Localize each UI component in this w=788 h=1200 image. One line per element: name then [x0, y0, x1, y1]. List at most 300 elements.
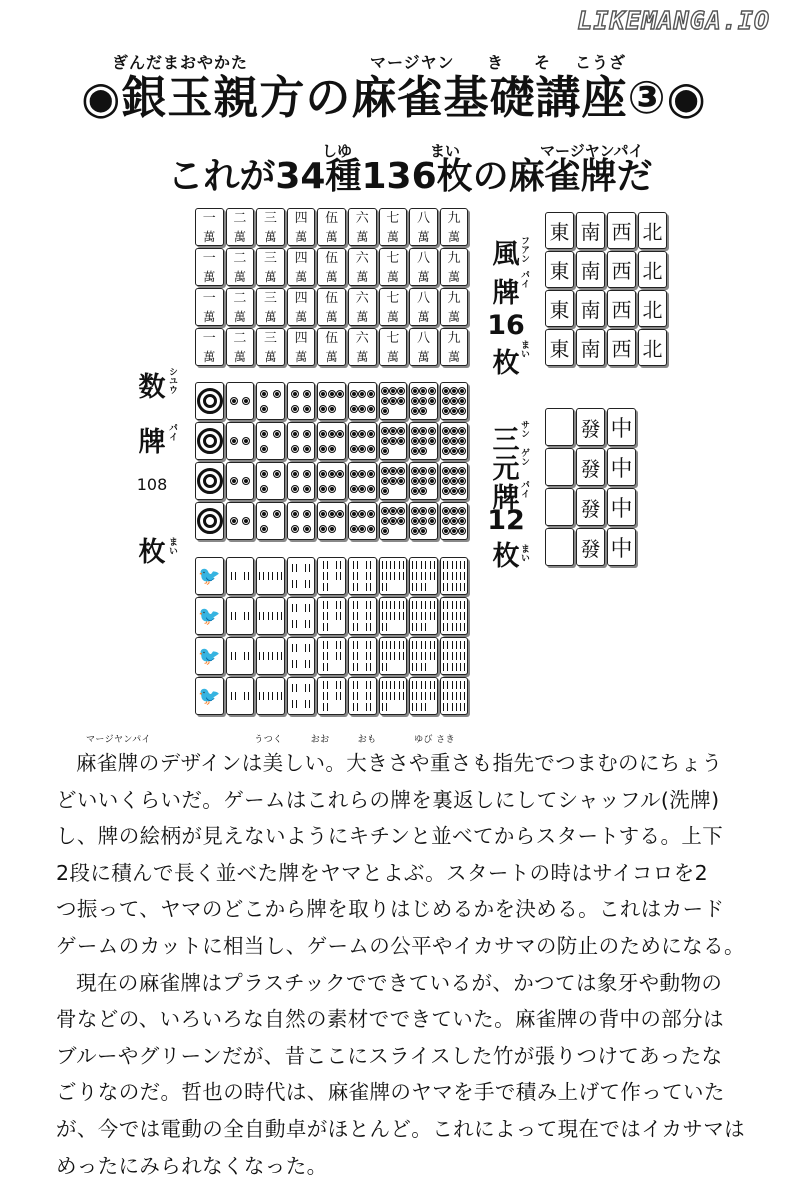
bamboo-stick: [353, 663, 358, 671]
dragon-tile: [545, 408, 574, 446]
bamboo-stick: [382, 601, 387, 609]
bamboo-stick: [421, 681, 426, 689]
manzu-tile: [317, 328, 346, 366]
manzu-tile: [440, 328, 469, 366]
bamboo-stick: [323, 561, 328, 569]
pinzu-dot: [381, 397, 389, 405]
manzu-suit: 萬: [295, 349, 308, 364]
bamboo-stick: [353, 561, 358, 569]
manzu-tile: [226, 208, 255, 246]
bamboo-stick: [452, 681, 457, 689]
dragon-character: 發: [580, 496, 601, 521]
bamboo-stick: [452, 612, 457, 620]
pinzu-dot: [419, 477, 427, 485]
wind-tile: [576, 329, 605, 366]
souzu-tile-1: [195, 597, 224, 635]
manzu-suit: 萬: [448, 309, 461, 324]
wind-tile: [638, 212, 667, 249]
bamboo-stick: [366, 692, 371, 700]
dragon-tile: [545, 528, 574, 566]
bamboo-stick: [353, 612, 358, 620]
bamboo-stick: [323, 612, 328, 620]
souzu-tile-9: [440, 557, 469, 595]
souzu-tile-8: [409, 557, 438, 595]
pinzu-dot: [242, 397, 250, 405]
pinzu-tile-2: [226, 462, 255, 500]
wind-tile: [607, 251, 636, 288]
pinzu-dot: [367, 430, 375, 438]
pinzu-dot: [458, 397, 466, 405]
bamboo-stick: [336, 681, 341, 689]
souzu-tile-grid: [195, 557, 468, 715]
bamboo-stick: [460, 692, 465, 700]
bamboo-stick: [292, 660, 297, 668]
wind-tile: [607, 212, 636, 249]
pinzu-dot: [319, 405, 327, 413]
manzu-number: 一: [202, 290, 216, 306]
souzu-tile-6: [348, 597, 377, 635]
bamboo-stick: [412, 641, 417, 649]
manzu-tile: [409, 328, 438, 366]
bamboo-stick: [430, 641, 435, 649]
souzu-tile-4: [287, 637, 316, 675]
souzu-tile-6: [348, 637, 377, 675]
manzu-number: 三: [263, 250, 277, 266]
manzu-number: 四: [294, 290, 308, 306]
manzu-suit: 萬: [203, 229, 216, 244]
souzu-sticks: [319, 560, 345, 592]
pinzu-dot: [428, 437, 436, 445]
pinzu-dot: [230, 397, 238, 405]
pinzu-dot: [397, 477, 405, 485]
manzu-tile: [409, 288, 438, 326]
pinzu-dot: [442, 467, 450, 475]
bamboo-stick: [443, 641, 448, 649]
pinzu-tile-3: [256, 462, 285, 500]
pinzu-dot: [450, 407, 458, 415]
dragon-tile: [607, 488, 636, 526]
pinzu-dot: [260, 485, 268, 493]
manzu-number: 九: [447, 290, 461, 306]
title-ruby-ginda: ぎんだまおやかた: [112, 53, 249, 72]
bamboo-stick: [305, 660, 310, 668]
manzu-number: 伍: [325, 250, 339, 266]
souzu-sticks: [319, 640, 345, 672]
pinzu-tile-9: [440, 462, 469, 500]
manzu-number: 四: [294, 330, 308, 346]
pinzu-tile-8: [409, 502, 438, 540]
pinzu-dot: [319, 525, 327, 533]
label-san-ruby-2: ゲン: [519, 448, 529, 466]
souzu-sticks: [227, 600, 253, 632]
bamboo-stick: [430, 601, 435, 609]
manzu-tile: [317, 208, 346, 246]
pinzu-dot: [450, 517, 458, 525]
bamboo-stick: [292, 620, 297, 628]
pinzu-dots: [319, 506, 344, 536]
pinzu-dot: [442, 397, 450, 405]
manzu-number: 二: [233, 330, 247, 346]
label-sangen-pai: [486, 418, 529, 572]
bird-icon: 🐦: [198, 605, 221, 627]
bamboo-stick: [366, 623, 371, 631]
pinzu-dot: [397, 437, 405, 445]
pinzu-dot: [336, 430, 344, 438]
souzu-sticks: [288, 600, 314, 632]
pinzu-dot: [367, 405, 375, 413]
pinzu-dot: [381, 527, 389, 535]
pinzu-dot: [381, 487, 389, 495]
pinzu-dot: [358, 390, 366, 398]
wind-character: 南: [580, 220, 601, 244]
label-shu-ruby-1: シユウ: [167, 367, 177, 394]
pinzu-tile-9: [440, 422, 469, 460]
souzu-tile-7: [379, 597, 408, 635]
pinzu-dot: [389, 437, 397, 445]
wind-character: 南: [580, 337, 601, 361]
manzu-suit: 萬: [203, 349, 216, 364]
body-line-2: どいいくらいだ。ゲームはこれらの牌を裏返しにしてシャッフル(洗牌): [56, 787, 720, 812]
pinzu-dot: [328, 470, 336, 478]
bamboo-stick: [430, 561, 435, 569]
bamboo-stick: [323, 652, 328, 660]
pinzu-dot: [303, 510, 311, 518]
pinzu-dots: [289, 466, 314, 496]
souzu-tile-6: [348, 557, 377, 595]
wind-character: 西: [611, 259, 632, 283]
pinzu-dot: [419, 527, 427, 535]
pinzu-dots: [380, 466, 405, 496]
manzu-tile: [256, 328, 285, 366]
manzu-tile: [409, 208, 438, 246]
manzu-tile: [195, 208, 224, 246]
manzu-number: 七: [386, 330, 400, 346]
souzu-tile-1: [195, 557, 224, 595]
souzu-tile-7: [379, 677, 408, 715]
manzu-suit: 萬: [448, 349, 461, 364]
pinzu-dots: [319, 466, 344, 496]
body-text: [56, 735, 756, 1184]
label-shu-ruby-3: まい: [167, 537, 177, 555]
manzu-number: 二: [233, 250, 247, 266]
bamboo-stick: [292, 684, 297, 692]
pinzu-dots: [227, 506, 252, 536]
souzu-tile-7: [379, 637, 408, 675]
manzu-number: 九: [447, 250, 461, 266]
pinzu-tile-2: [226, 382, 255, 420]
pinzu-tile-3: [256, 382, 285, 420]
pinzu-dot: [350, 405, 358, 413]
bamboo-stick: [366, 703, 371, 711]
bamboo-stick: [412, 681, 417, 689]
pinzu-dot: [411, 487, 419, 495]
manzu-tile: [287, 248, 316, 286]
pinzu-dot: [428, 427, 436, 435]
bamboo-stick: [305, 580, 310, 588]
manzu-number: 一: [202, 210, 216, 226]
pinzu-dot: [411, 477, 419, 485]
dragon-character: 發: [580, 536, 601, 561]
bamboo-stick: [268, 692, 273, 700]
dragon-tile-grid: [545, 408, 636, 566]
bamboo-stick: [452, 572, 457, 580]
bamboo-stick: [277, 612, 282, 620]
bamboo-stick: [353, 572, 358, 580]
pinzu-dot: [319, 430, 327, 438]
bamboo-stick: [399, 561, 404, 569]
bamboo-stick: [305, 644, 310, 652]
bamboo-stick: [412, 663, 417, 671]
label-kaze-pai: [486, 232, 529, 380]
wind-character: 西: [611, 337, 632, 361]
manzu-tile: [379, 248, 408, 286]
pinzu-dot: [260, 445, 268, 453]
bamboo-stick: [382, 681, 387, 689]
bamboo-stick: [421, 583, 426, 591]
souzu-tile-2: [226, 557, 255, 595]
bamboo-stick: [231, 692, 236, 700]
manzu-suit: 萬: [203, 269, 216, 284]
wind-character: 南: [580, 298, 601, 322]
bamboo-stick: [353, 681, 358, 689]
manzu-tile: [287, 288, 316, 326]
souzu-sticks: [227, 640, 253, 672]
manzu-suit: 萬: [386, 269, 399, 284]
pinzu-tile-6: [348, 422, 377, 460]
bamboo-stick: [323, 681, 328, 689]
pinzu-dot: [319, 470, 327, 478]
bamboo-stick: [292, 564, 297, 572]
souzu-sticks: [227, 680, 253, 712]
pinzu-dot: [419, 467, 427, 475]
souzu-sticks: [380, 560, 406, 592]
bamboo-stick: [443, 572, 448, 580]
pinzu-dot: [442, 517, 450, 525]
body-line-4: 2段に積んで長く並べた牌をヤマとよぶ。スタートの時はサイコロを2: [56, 860, 709, 885]
pinzu-dot: [450, 437, 458, 445]
body-line-5: つ振って、ヤマのどこから牌を取りはじめるかを決める。これはカード: [56, 897, 725, 922]
wind-character: 南: [580, 259, 601, 283]
pinzu-tile-1: [195, 462, 224, 500]
pinzu-dot: [450, 427, 458, 435]
pinzu-tile-4: [287, 502, 316, 540]
souzu-tile-3: [256, 677, 285, 715]
pinzu-dot: [397, 517, 405, 525]
bamboo-stick: [305, 700, 310, 708]
wind-character: 東: [549, 337, 570, 361]
bamboo-stick: [305, 604, 310, 612]
bamboo-stick: [366, 572, 371, 580]
dragon-tile: [576, 488, 605, 526]
body-line-1: 麻雀牌のデザインは美しい。大きさや重さも指先でつまむのにちょう: [76, 751, 723, 775]
pinzu-dot: [442, 387, 450, 395]
dragon-character: 中: [610, 536, 633, 562]
pinzu-dots: [380, 426, 405, 456]
bamboo-stick: [452, 663, 457, 671]
souzu-tile-8: [409, 677, 438, 715]
label-san-1: 三: [492, 425, 520, 456]
pinzu-dot: [273, 390, 281, 398]
souzu-tile-7: [379, 557, 408, 595]
bamboo-stick: [412, 612, 417, 620]
pinzu-dot: [458, 387, 466, 395]
bamboo-stick: [382, 623, 387, 631]
souzu-tile-1: [195, 637, 224, 675]
souzu-tile-2: [226, 677, 255, 715]
bamboo-stick: [412, 623, 417, 631]
body-line-10: ごりなのだ。哲也の時代は、麻雀牌のヤマを手で積み上げて作っていた: [56, 1080, 725, 1105]
wind-character: 西: [611, 298, 632, 322]
bamboo-stick: [268, 612, 273, 620]
bamboo-stick: [399, 641, 404, 649]
wind-tile: [545, 290, 574, 327]
pinzu-dot: [381, 517, 389, 525]
pinzu-dot: [450, 387, 458, 395]
pinzu-dot: [260, 510, 268, 518]
bamboo-stick: [421, 623, 426, 631]
pinzu-dot: [350, 470, 358, 478]
manzu-tile: [256, 288, 285, 326]
label-san-4: 12: [487, 505, 525, 536]
pinzu-dot: [291, 445, 299, 453]
pinzu-tile-4: [287, 382, 316, 420]
bamboo-stick: [390, 572, 395, 580]
pinzu-dot: [428, 387, 436, 395]
pinzu-dot: [397, 397, 405, 405]
bamboo-stick: [292, 700, 297, 708]
pinzu-dot: [291, 390, 299, 398]
label-san-3: 牌: [492, 483, 520, 514]
manzu-number: 一: [202, 250, 216, 266]
bamboo-stick: [353, 641, 358, 649]
pinzu-dot: [303, 525, 311, 533]
pinzu-dot: [389, 427, 397, 435]
souzu-tile-3: [256, 637, 285, 675]
pinzu-dots: [319, 426, 344, 456]
pinzu-dots: [411, 386, 436, 416]
bamboo-stick: [382, 612, 387, 620]
bamboo-stick: [382, 641, 387, 649]
subtitle-ruby-mai: まい: [430, 142, 461, 160]
bamboo-stick: [443, 601, 448, 609]
wind-tile: [545, 329, 574, 366]
pinzu-tile-8: [409, 462, 438, 500]
bamboo-stick: [452, 623, 457, 631]
label-kaze-2: 牌: [492, 278, 520, 309]
bamboo-stick: [366, 583, 371, 591]
wind-tile: [607, 290, 636, 327]
pinzu-dot: [350, 390, 358, 398]
bamboo-stick: [443, 692, 448, 700]
pinzu-tile-7: [379, 422, 408, 460]
bamboo-stick: [259, 612, 264, 620]
souzu-tile-8: [409, 637, 438, 675]
pinzu-tile-7: [379, 502, 408, 540]
souzu-tile-9: [440, 597, 469, 635]
pinzu-tile-4: [287, 462, 316, 500]
pinzu-dot: [381, 467, 389, 475]
souzu-tile-3: [256, 557, 285, 595]
bamboo-stick: [366, 641, 371, 649]
bamboo-stick: [430, 572, 435, 580]
manzu-number: 三: [263, 210, 277, 226]
dragon-tile: [545, 488, 574, 526]
souzu-sticks: [441, 600, 467, 632]
souzu-sticks: [257, 600, 283, 632]
manzu-tile: [256, 208, 285, 246]
pinzu-dot: [260, 405, 268, 413]
bamboo-stick: [277, 692, 282, 700]
souzu-sticks: [227, 560, 253, 592]
label-kaze-ruby-3: まい: [519, 340, 529, 358]
manzu-suit: 萬: [356, 229, 369, 244]
pinzu-dot: [450, 477, 458, 485]
body-line-12: めったにみられなくなった。: [56, 1153, 328, 1178]
pinzu-tile-7: [379, 382, 408, 420]
bamboo-stick: [382, 583, 387, 591]
pinzu-dot: [389, 517, 397, 525]
bamboo-stick: [292, 580, 297, 588]
manzu-tile: [226, 328, 255, 366]
pinzu-dots: [258, 506, 283, 536]
pinzu-dots: [289, 426, 314, 456]
bamboo-stick: [399, 612, 404, 620]
pinzu-tile-5: [317, 462, 346, 500]
pinzu-dot: [197, 388, 223, 414]
bamboo-stick: [412, 692, 417, 700]
wind-character: 西: [611, 220, 632, 244]
pinzu-dot: [397, 387, 405, 395]
manzu-number: 伍: [325, 290, 339, 306]
pinzu-dot: [291, 485, 299, 493]
bamboo-stick: [452, 641, 457, 649]
manzu-suit: 萬: [264, 349, 277, 364]
bamboo-stick: [259, 572, 264, 580]
pinzu-dot: [450, 527, 458, 535]
bamboo-stick: [323, 623, 328, 631]
bamboo-stick: [390, 612, 395, 620]
pinzu-dots: [411, 506, 436, 536]
pinzu-dot: [319, 485, 327, 493]
souzu-sticks: [410, 600, 436, 632]
manzu-tile: [256, 248, 285, 286]
pinzu-tile-6: [348, 462, 377, 500]
bamboo-stick: [336, 652, 341, 660]
label-san-ruby-3: パイ: [519, 480, 529, 498]
souzu-tile-6: [348, 677, 377, 715]
pinzu-tile-8: [409, 382, 438, 420]
bamboo-stick: [323, 692, 328, 700]
pinzu-dot: [328, 405, 336, 413]
body-line-6: ゲームのカットに相当し、ゲームの公平やイカサマの防止のためになる。: [56, 933, 745, 958]
bamboo-stick: [259, 652, 264, 660]
pinzu-dot: [350, 445, 358, 453]
bamboo-stick: [460, 601, 465, 609]
pinzu-dot: [428, 477, 436, 485]
bamboo-stick: [443, 681, 448, 689]
page-subtitle: これが34種136枚の麻雀牌だ: [167, 156, 653, 197]
bamboo-stick: [336, 692, 341, 700]
pinzu-dots: [411, 426, 436, 456]
bamboo-stick: [430, 692, 435, 700]
bamboo-stick: [336, 561, 341, 569]
bamboo-stick: [452, 692, 457, 700]
bamboo-stick: [412, 703, 417, 711]
bamboo-stick: [366, 652, 371, 660]
pinzu-dot: [242, 477, 250, 485]
bamboo-stick: [399, 681, 404, 689]
manzu-suit: 萬: [264, 229, 277, 244]
